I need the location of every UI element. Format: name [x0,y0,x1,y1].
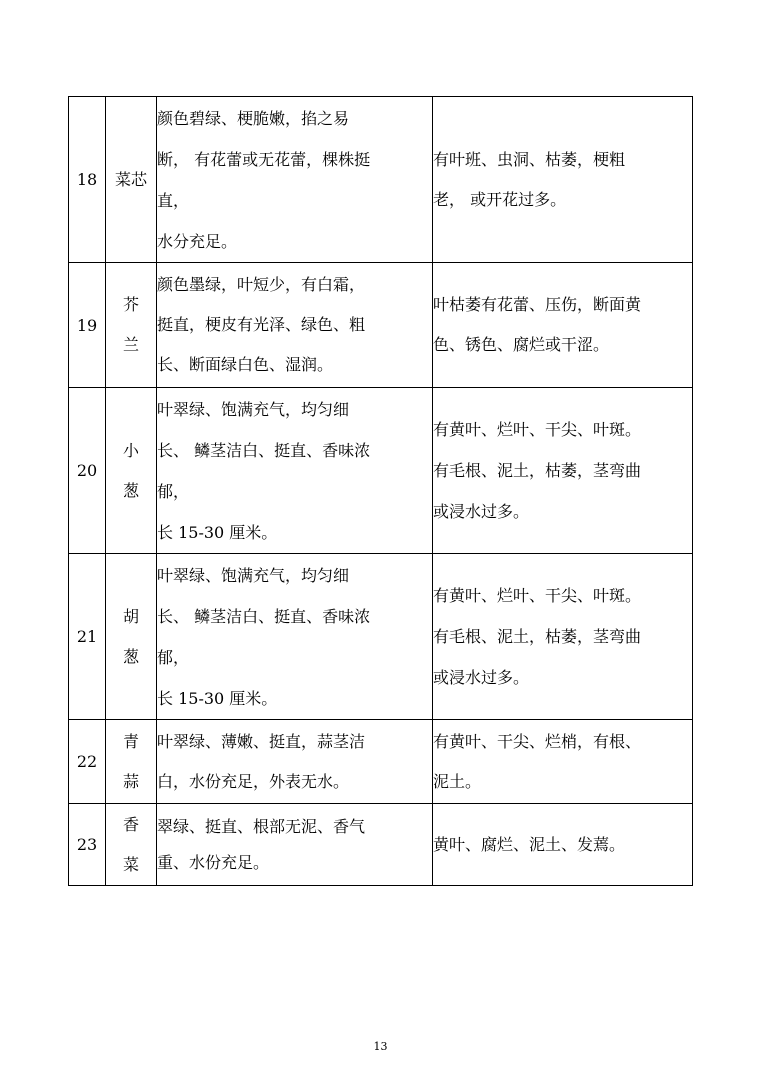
quality-line: 长、 鳞茎洁白、挺直、香味浓 [157,606,371,626]
quality-standard-cell [157,554,433,720]
quality-standard-cell [157,97,433,263]
row-number-cell [69,804,106,886]
quality-line: 长 15-30 厘米。 [157,688,278,708]
row-number-cell [69,720,106,804]
vegetable-quality-table [68,96,693,886]
defect-line: 或浸水过多。 [433,668,530,687]
defect-line: 有黄叶、烂叶、干尖、叶斑。 [433,420,642,439]
table-row [69,720,693,804]
defect-line: 有黄叶、烂叶、干尖、叶斑。 [433,586,642,605]
quality-line: 重、水份充足。 [157,852,270,872]
defect-line: 或浸水过多。 [433,502,530,521]
quality-standard-cell [157,263,433,388]
row-number: 20 [76,461,98,480]
defect-line: 有毛根、泥土，枯萎，茎弯曲 [433,461,642,480]
defect-cell [433,263,693,388]
vegetable-name: 芥兰 [122,295,139,354]
quality-line: 长 15-30 厘米。 [157,522,278,542]
quality-line: 叶翠绿、饱满充气，均匀细 [157,399,350,419]
quality-line: 断， 有花蕾或无花蕾，棵株挺 [157,149,371,169]
quality-line: 水分充足。 [157,231,238,251]
quality-line: 颜色墨绿，叶短少，有白霜， [157,275,366,294]
quality-standard-cell [157,720,433,804]
quality-line: 叶翠绿、薄嫩、挺直，蒜茎洁 [157,731,366,751]
vegetable-name: 胡葱 [122,606,139,666]
quality-line: 挺直，梗皮有光泽、绿色、粗 [157,315,366,334]
quality-line: 长、断面绿白色、湿润。 [157,355,334,374]
defect-cell [433,804,693,886]
row-number-cell [69,263,106,388]
vegetable-name: 青蒜 [122,731,139,791]
vegetable-name: 小葱 [122,440,139,500]
defect-cell [433,97,693,263]
defect-line: 黄叶、腐烂、泥土、发蔫。 [433,834,626,854]
quality-standard-cell [157,804,433,886]
vegetable-name: 香菜 [122,814,139,874]
row-number: 18 [76,170,98,189]
defect-line: 有黄叶、干尖、烂梢，有根、 [433,731,642,751]
vegetable-name-cell [106,97,157,263]
quality-line: 叶翠绿、饱满充气，均匀细 [157,565,350,585]
page-number: 13 [373,1040,388,1053]
quality-line: 郁， [157,647,190,667]
row-number: 22 [76,752,98,771]
quality-standard-cell [157,388,433,554]
quality-line: 郁， [157,481,190,501]
vegetable-name-cell [106,804,157,886]
row-number: 23 [76,835,98,854]
defect-line: 泥土。 [433,771,482,791]
table-row [69,263,693,388]
row-number-cell [69,97,106,263]
row-number-cell [69,388,106,554]
row-number: 21 [76,627,98,646]
quality-line: 颜色碧绿、梗脆嫩，掐之易 [157,108,350,128]
table-row [69,97,693,263]
quality-line: 长、 鳞茎洁白、挺直、香味浓 [157,440,371,460]
defect-line: 老， 或开花过多。 [433,189,567,209]
table-row [69,388,693,554]
row-number-cell [69,554,106,720]
quality-line: 翠绿、挺直、根部无泥、香气 [157,816,366,836]
defect-line: 色、锈色、腐烂或干涩。 [433,335,610,354]
vegetable-name-cell [106,263,157,388]
defect-line: 叶枯萎有花蕾、压伤，断面黄 [433,295,642,314]
defect-line: 有叶班、虫洞、枯萎，梗粗 [433,149,626,169]
quality-line: 直， [157,190,190,210]
quality-line: 白，水份充足，外表无水。 [157,771,350,791]
table-row [69,804,693,886]
table-row [69,554,693,720]
vegetable-name-cell [106,720,157,804]
row-number: 19 [76,315,98,335]
defect-cell [433,720,693,804]
vegetable-name: 菜芯 [114,169,147,189]
defect-cell [433,388,693,554]
vegetable-name-cell [106,554,157,720]
vegetable-name-cell [106,388,157,554]
defect-cell [433,554,693,720]
defect-line: 有毛根、泥土，枯萎，茎弯曲 [433,627,642,646]
